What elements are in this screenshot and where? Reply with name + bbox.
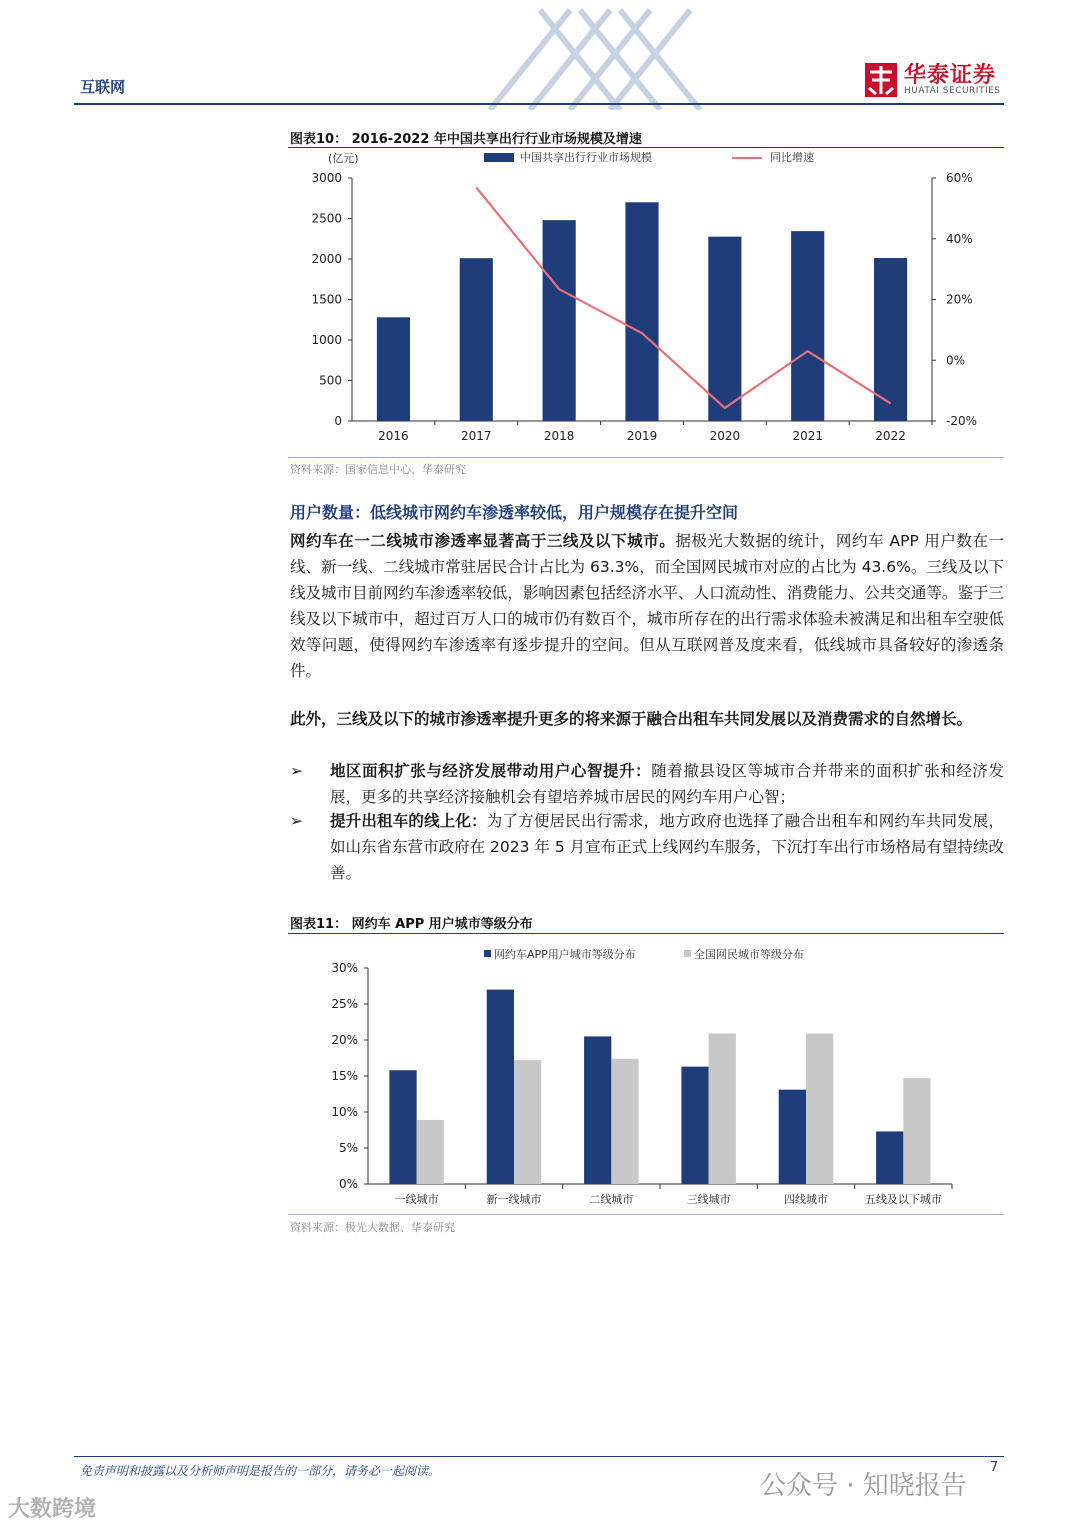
figure10-bottom-rule — [288, 457, 1004, 458]
paragraph-1-lead: 网约车在一二线城市渗透率显著高于三线及以下城市。 — [290, 532, 676, 550]
y-tick-label: 5% — [338, 1141, 358, 1155]
paragraph-1 — [290, 528, 1004, 684]
bar-netizens — [514, 1060, 541, 1184]
bar-app-users — [779, 1090, 806, 1184]
bar-netizens — [709, 1034, 736, 1184]
watermark-brand: 大数跨境 — [8, 1497, 97, 1522]
bar-app-users — [487, 990, 514, 1184]
x-tick-label: 2019 — [626, 429, 658, 443]
bar-netizens — [417, 1120, 444, 1184]
y-tick-label: 500 — [319, 373, 342, 388]
figure11-title: 图表11： 网约车 APP 用户城市等级分布 — [290, 917, 533, 932]
y-tick-label: 1500 — [311, 292, 342, 307]
footer-rule — [74, 1456, 1004, 1457]
paragraph-1-body: 据极光大数据的统计，网约车 APP 用户数在一线、新一线、二线城市常驻居民合计占比为 63.3%，而全国网民城市对应的占比为 43.6%。三线及以下线及城市目前网约车渗透率较低，影响因素包括经济水平、人口流动性、消费能力、公共交通等。鉴于三线及以下城市中，超过百万人口的城市仍有数百个，城市所存在的出行需求体验未被满足和出租车空驶低效等问题，使得网约车渗透率有逐步提升的空间。但从互联网普及度来看，低线城市具备较好的渗透条件。 — [290, 532, 1004, 680]
y-tick-label: 25% — [331, 997, 358, 1011]
huatai-logo-icon — [864, 62, 898, 98]
y-tick-label: 0% — [338, 1177, 358, 1191]
y-tick-label: 15% — [331, 1069, 358, 1083]
legend-swatch-app — [484, 950, 491, 957]
y-tick-label: 3000 — [311, 171, 342, 185]
y-tick-label: 1000 — [311, 333, 342, 347]
x-tick-label: 二线城市 — [589, 1193, 634, 1206]
x-tick-label: 五线及以下城市 — [864, 1193, 942, 1206]
figure11-source: 资料来源：极光大数据、华泰研究 — [290, 1221, 455, 1234]
logo-subtext: HUATAI SECURITIES — [904, 86, 1001, 96]
x-tick-label: 三线城市 — [686, 1193, 731, 1206]
legend-swatch-netizen — [684, 950, 691, 957]
x-tick-label: 2018 — [543, 429, 575, 443]
page-number: 7 — [990, 1460, 999, 1475]
y-axis-unit-label: (亿元) — [328, 152, 359, 165]
bar-app-users — [681, 1067, 708, 1184]
y2-tick-label: 40% — [946, 231, 973, 246]
section-subheading: 用户数量：低线城市网约车渗透率较低，用户规模存在提升空间 — [290, 503, 739, 522]
figure10-chart — [288, 148, 1004, 456]
logo-text: 华泰证券 — [904, 63, 997, 88]
y-tick-label: 0 — [334, 414, 342, 428]
header-rule — [74, 103, 1004, 105]
figure10-source: 资料来源：国家信息中心、华泰研究 — [290, 463, 466, 476]
header-decoration — [480, 0, 710, 110]
bullet-1 — [290, 758, 1004, 810]
legend-label-app: 网约车APP用户城市等级分布 — [494, 948, 636, 961]
bar-app-users — [389, 1070, 416, 1184]
bar-market-size — [543, 220, 576, 421]
x-tick-label: 2016 — [378, 429, 409, 443]
legend-swatch-bar — [484, 153, 514, 162]
bar-netizens — [903, 1078, 930, 1184]
figure10-title: 图表10： 2016-2022 年中国共享出行行业市场规模及增速 — [290, 132, 642, 147]
y-tick-label: 20% — [331, 1033, 358, 1047]
y-tick-label: 30% — [331, 961, 358, 975]
y-tick-label: 2000 — [311, 252, 342, 266]
footer-disclaimer: 免责声明和披露以及分析师声明是报告的一部分，请务必一起阅读。 — [80, 1464, 441, 1478]
line-yoy-growth — [476, 187, 890, 408]
bullet-2 — [290, 808, 1004, 886]
x-tick-label: 新一线城市 — [486, 1193, 542, 1206]
x-tick-label: 2017 — [461, 429, 492, 443]
figure11-bottom-rule — [288, 1214, 1004, 1215]
figure11-chart — [288, 934, 1004, 1214]
bar-market-size — [460, 258, 493, 421]
x-tick-label: 2021 — [792, 429, 823, 443]
bar-app-users — [584, 1036, 611, 1184]
x-tick-label: 一线城市 — [394, 1193, 439, 1206]
bar-app-users — [876, 1131, 903, 1184]
y2-tick-label: 20% — [946, 292, 973, 307]
bar-market-size — [708, 237, 741, 421]
bar-netizens — [611, 1059, 638, 1184]
y2-tick-label: -20% — [946, 414, 978, 428]
x-tick-label: 2020 — [709, 429, 741, 443]
y-tick-label: 2500 — [311, 211, 342, 226]
watermark-wechat: 公众号 · 知晓报告 — [760, 1471, 967, 1501]
x-tick-label: 四线城市 — [784, 1193, 828, 1206]
bullet-1-lead: 地区面积扩张与经济发展带动用户心智提升： — [330, 762, 652, 780]
section-tag: 互联网 — [80, 78, 126, 96]
bar-market-size — [791, 231, 824, 421]
bar-market-size — [625, 202, 658, 421]
bullet-2-body: 为了方便居民出行需求，地方政府也选择了融合出租车和网约车共同发展，如山东省东营市政府在 2023 年 5 月宣布正式上线网约车服务，下沉打车出行市场格局有望持续改善。 — [330, 812, 1004, 882]
bullet-2-lead: 提升出租车的线上化： — [330, 812, 487, 830]
x-tick-label: 2022 — [875, 429, 906, 443]
bullet-arrow-icon: ➢ — [290, 762, 303, 780]
paragraph-2: 此外，三线及以下的城市渗透率提升更多的将来源于融合出租车共同发展以及消费需求的自然增长。 — [290, 710, 973, 728]
legend-label-line: 同比增速 — [770, 151, 814, 164]
y2-tick-label: 0% — [946, 353, 966, 368]
bar-netizens — [806, 1034, 833, 1184]
legend-label-bar: 中国共享出行行业市场规模 — [520, 151, 652, 164]
y-tick-label: 10% — [331, 1105, 358, 1119]
legend-label-netizen: 全国网民城市等级分布 — [694, 948, 804, 961]
bar-market-size — [377, 317, 410, 421]
bullet-arrow-icon: ➢ — [290, 812, 303, 830]
y2-tick-label: 60% — [946, 171, 973, 185]
bullet-1-body: 随着撤县设区等城市合并带来的面积扩张和经济发展，更多的共享经济接触机会有望培养城市居民的网约车用户心智； — [330, 762, 1004, 806]
